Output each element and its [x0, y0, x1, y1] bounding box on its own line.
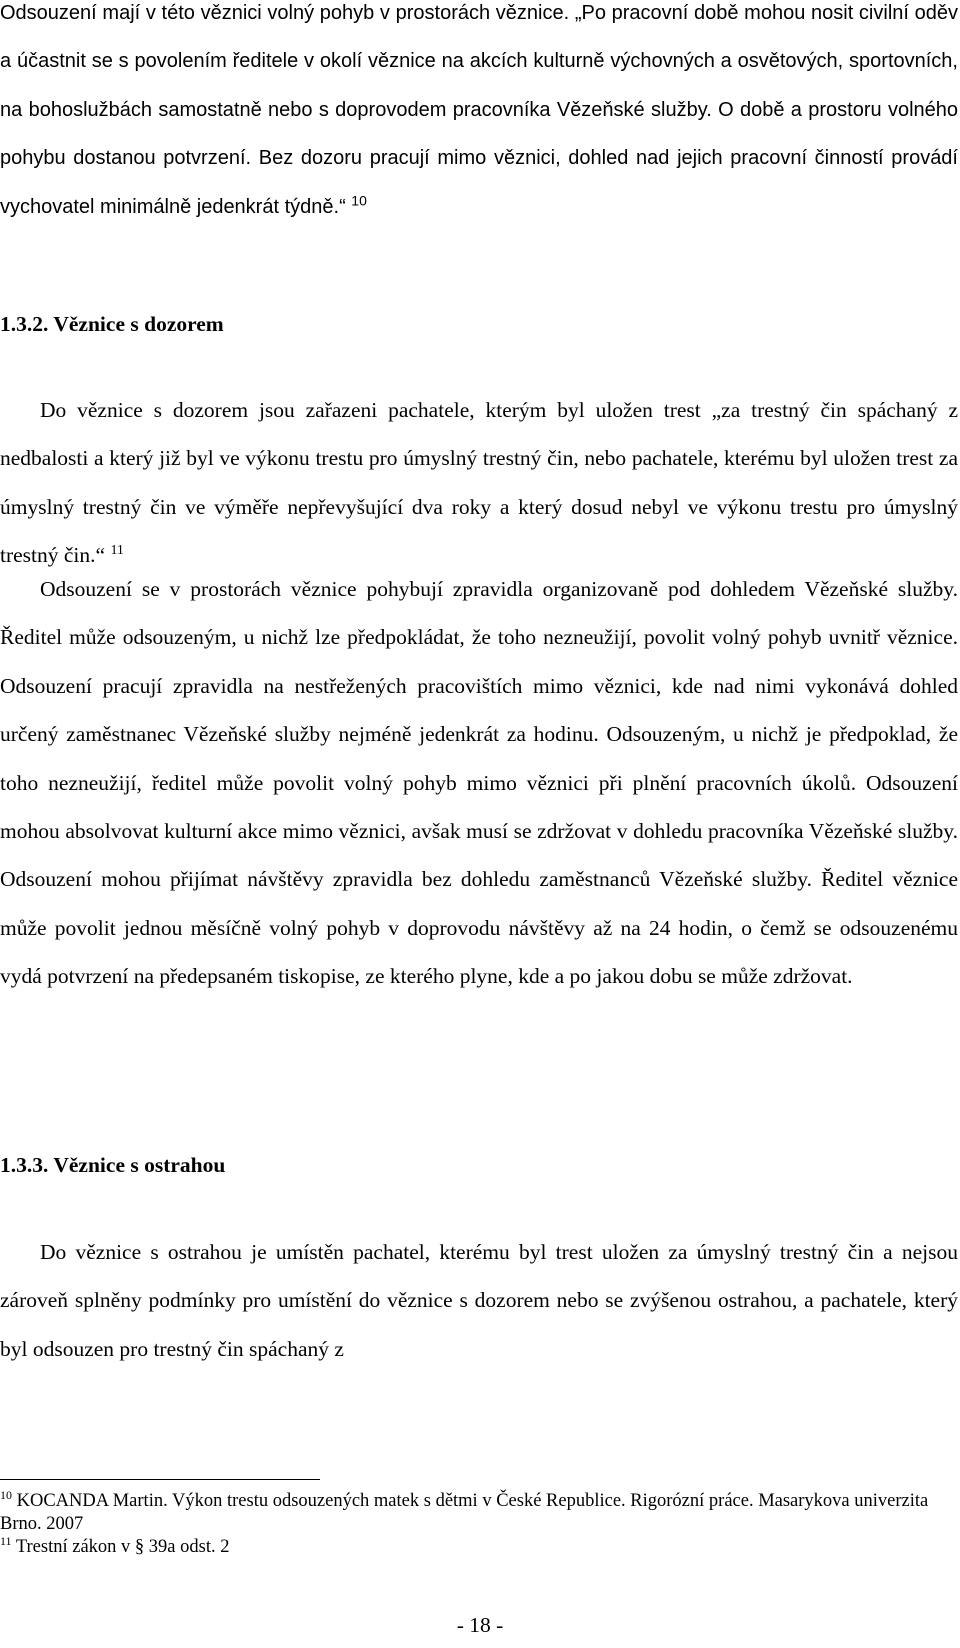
- section-heading-1-3-3: 1.3.3. Věznice s ostrahou: [0, 1153, 226, 1177]
- footnote-text: KOCANDA Martin. Výkon trestu odsouzených matek s dětmi v České Republice. Rigorózní práce. Masarykova univerzita Brno. 2007: [0, 1491, 929, 1534]
- page-number: - 18 -: [456, 1613, 504, 1637]
- paragraph-text: Do věznice s dozorem jsou zařazeni pachatele, kterým byl uložen trest „za trestný čin spáchaný z nedbalosti a který již byl ve výkonu trestu pro úmyslný trestný čin, nebo pachatele, kterému byl uložen trest za úmyslný trestný čin ve výměře nepřevyšující dva roky a který dosud nebyl ve výkonu trestu pro úmyslný trestný čin.“: [0, 398, 958, 568]
- section-heading-1-3-2: 1.3.2. Věznice s dozorem: [0, 312, 224, 336]
- footnote-separator: [0, 1479, 320, 1480]
- section-1-3-3-paragraph-1: Do věznice s ostrahou je umístěn pachatel, kterému byl trest uložen za úmyslný trestný čin a nejsou zároveň splněny podmínky pro umístění do věznice s dozorem nebo se zvýšenou ostrahou, a pachatele, který byl odsouzen pro trestný čin spáchaný z: [0, 1240, 958, 1361]
- footnote-ref-11[interactable]: 11: [110, 543, 124, 559]
- footnote-11: [0, 1533, 958, 1559]
- top-paragraph-text: Odsouzení mají v této věznici volný pohyb v prostorách věznice. „Po pracovní době mohou nosit civilní oděv a účastnit se s povolením ředitele v okolí věznice na akcích kulturně výchovných a osvětových, sportovních, na bohoslužbách samostatně nebo s doprovodem pracovníka Vězeňské služby. O době a prostoru volného pohybu dostanou potvrzení. Bez dozoru pracují mimo věznici, dohled nad jejich pracovní činností provádí vychovatel minimálně jedenkrát týdně.“: [0, 2, 958, 218]
- footnote-ref-10[interactable]: 10: [351, 191, 367, 208]
- footnote-10: [0, 1487, 958, 1536]
- section-1-3-2-paragraph-2: Odsouzení se v prostorách věznice pohybují zpravidla organizovaně pod dohledem Vězeňské služby. Ředitel může odsouzeným, u nichž lze předpokládat, že toho nezneužijí, povolit volný pohyb uvnitř věznice. Odsouzení pracují zpravidla na nestřežených pracovištích mimo věznici, kde nad nimi vykonává dohled určený zaměstnanec Vězeňské služby nejméně jedenkrát za hodinu. Odsouzeným, u nichž je předpoklad, že toho nezneužijí, ředitel může povolit volný pohyb mimo věznici při plnění pracovních úkolů. Odsouzení mohou absolvovat kulturní akce mimo věznici, avšak musí se zdržovat v dohledu pracovníka Vězeňské služby. Odsouzení mohou přijímat návštěvy zpravidla bez dohledu zaměstnanců Vězeňské služby. Ředitel věznice může povolit jednou měsíčně volný pohyb v doprovodu návštěvy až na 24 hodin, o čemž se odsouzenému vydá potvrzení na předepsaném tiskopise, ze kterého plyne, kde a po jakou dobu se může zdržovat.: [0, 577, 958, 989]
- section-1-3-2-paragraph-1: [0, 386, 958, 580]
- footnote-text: Trestní zákon v § 39a odst. 2: [15, 1537, 230, 1557]
- footnote-number: 10: [0, 1487, 12, 1502]
- top-paragraph: [0, 0, 958, 231]
- footnote-number: 11: [0, 1533, 12, 1548]
